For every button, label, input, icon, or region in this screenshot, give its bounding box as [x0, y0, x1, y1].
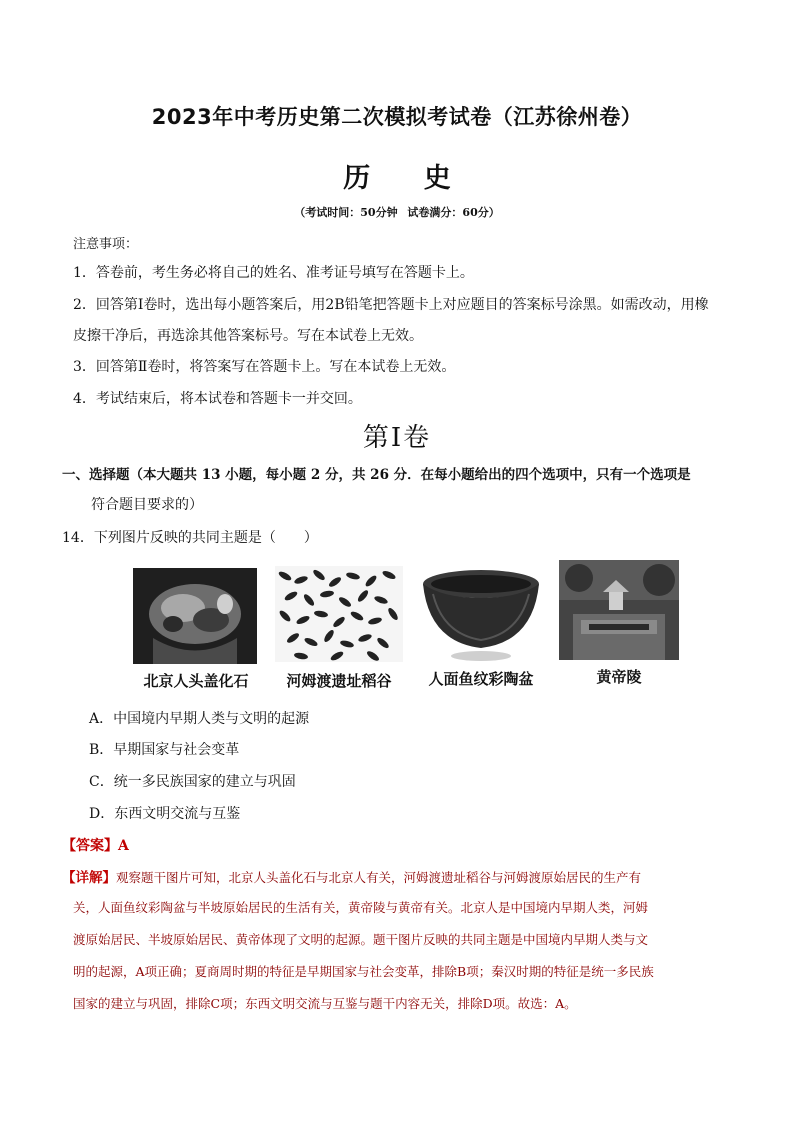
- option-b: B．早期国家与社会变革: [89, 742, 240, 758]
- picture-2-caption: 河姆渡遗址稻谷: [286, 672, 392, 690]
- exam-time: （考试时间：50分钟: [294, 206, 398, 219]
- detail-label: 【详解】: [62, 870, 116, 886]
- exam-info: [0, 204, 794, 220]
- answer-label: 【答案】: [62, 838, 118, 854]
- option-d: D．东西文明交流与互鉴: [89, 806, 241, 822]
- section-title: 第Ⅰ卷: [362, 423, 432, 453]
- picture-3-caption: 人面鱼纹彩陶盆: [428, 670, 534, 688]
- skull-fossil-image: [133, 568, 257, 664]
- notice-title: 注意事项：: [73, 237, 139, 252]
- subject-title: 历 史: [343, 163, 473, 194]
- section-instructions: 一、选择题（本大题共 13 小题，每小题 2 分，共 26 分．在每小题给出的四个选项中，只有一个选项是: [62, 467, 691, 483]
- picture-1-caption: 北京人头盖化石: [143, 672, 249, 690]
- detail-text-1: 观察题干图片可知，北京人头盖化石与北京人有关，河姆渡遗址稻谷与河姆渡原始居民的生产有: [116, 870, 642, 885]
- notice-item-3: 3．回答第Ⅱ卷时，将答案写在答题卡上。写在本试卷上无效。: [73, 359, 456, 375]
- section-instructions-cont: 符合题目要求的）: [91, 497, 203, 513]
- question-stem: 14．下列图片反映的共同主题是（ ）: [62, 530, 318, 546]
- huangdi-mausoleum-image: [559, 560, 679, 660]
- notice-item-2-cont: 皮擦干净后，再选涂其他答案标号。写在本试卷上无效。: [73, 328, 423, 344]
- detail-line-4: 明的起源，A项正确；夏商周时期的特征是早期国家与社会变革，排除B项；秦汉时期的特征是统一多民族: [73, 964, 654, 979]
- painted-pottery-basin-image: [419, 564, 543, 664]
- picture-4-caption: 黄帝陵: [596, 668, 642, 686]
- notice-item-4: 4．考试结束后，将本试卷和答题卡一并交回。: [73, 391, 362, 407]
- exam-title: 2023年中考历史第二次模拟考试卷（江苏徐州卷）: [151, 105, 643, 129]
- option-a: A．中国境内早期人类与文明的起源: [89, 711, 310, 727]
- detail-line-3: 渡原始居民、半坡原始居民、黄帝体现了文明的起源。题干图片反映的共同主题是中国境内早期人类与文: [73, 932, 649, 947]
- detail-line-5: 国家的建立与巩固，排除C项；东西文明交流与互鉴与题干内容无关，排除D项。故选：A。: [73, 996, 577, 1011]
- detail-line-2: 关，人面鱼纹彩陶盆与半坡原始居民的生活有关，黄帝陵与黄帝有关。北京人是中国境内早期人类，河姆: [73, 900, 649, 915]
- rice-grains-image: [275, 566, 403, 662]
- notice-item-1: 1．答卷前，考生务必将自己的姓名、准考证号填写在答题卡上。: [73, 265, 474, 281]
- notice-item-2: 2．回答第Ⅰ卷时，选出每小题答案后，用2B铅笔把答题卡上对应题目的答案标号涂黑。如需改动，用橡: [73, 297, 709, 313]
- question-pictures: [131, 560, 691, 690]
- option-c: C．统一多民族国家的建立与巩固: [89, 774, 296, 790]
- answer: [62, 835, 129, 855]
- detail-line-1: [62, 866, 641, 886]
- full-score: 试卷满分：60分）: [407, 206, 500, 219]
- answer-value: A: [118, 838, 129, 854]
